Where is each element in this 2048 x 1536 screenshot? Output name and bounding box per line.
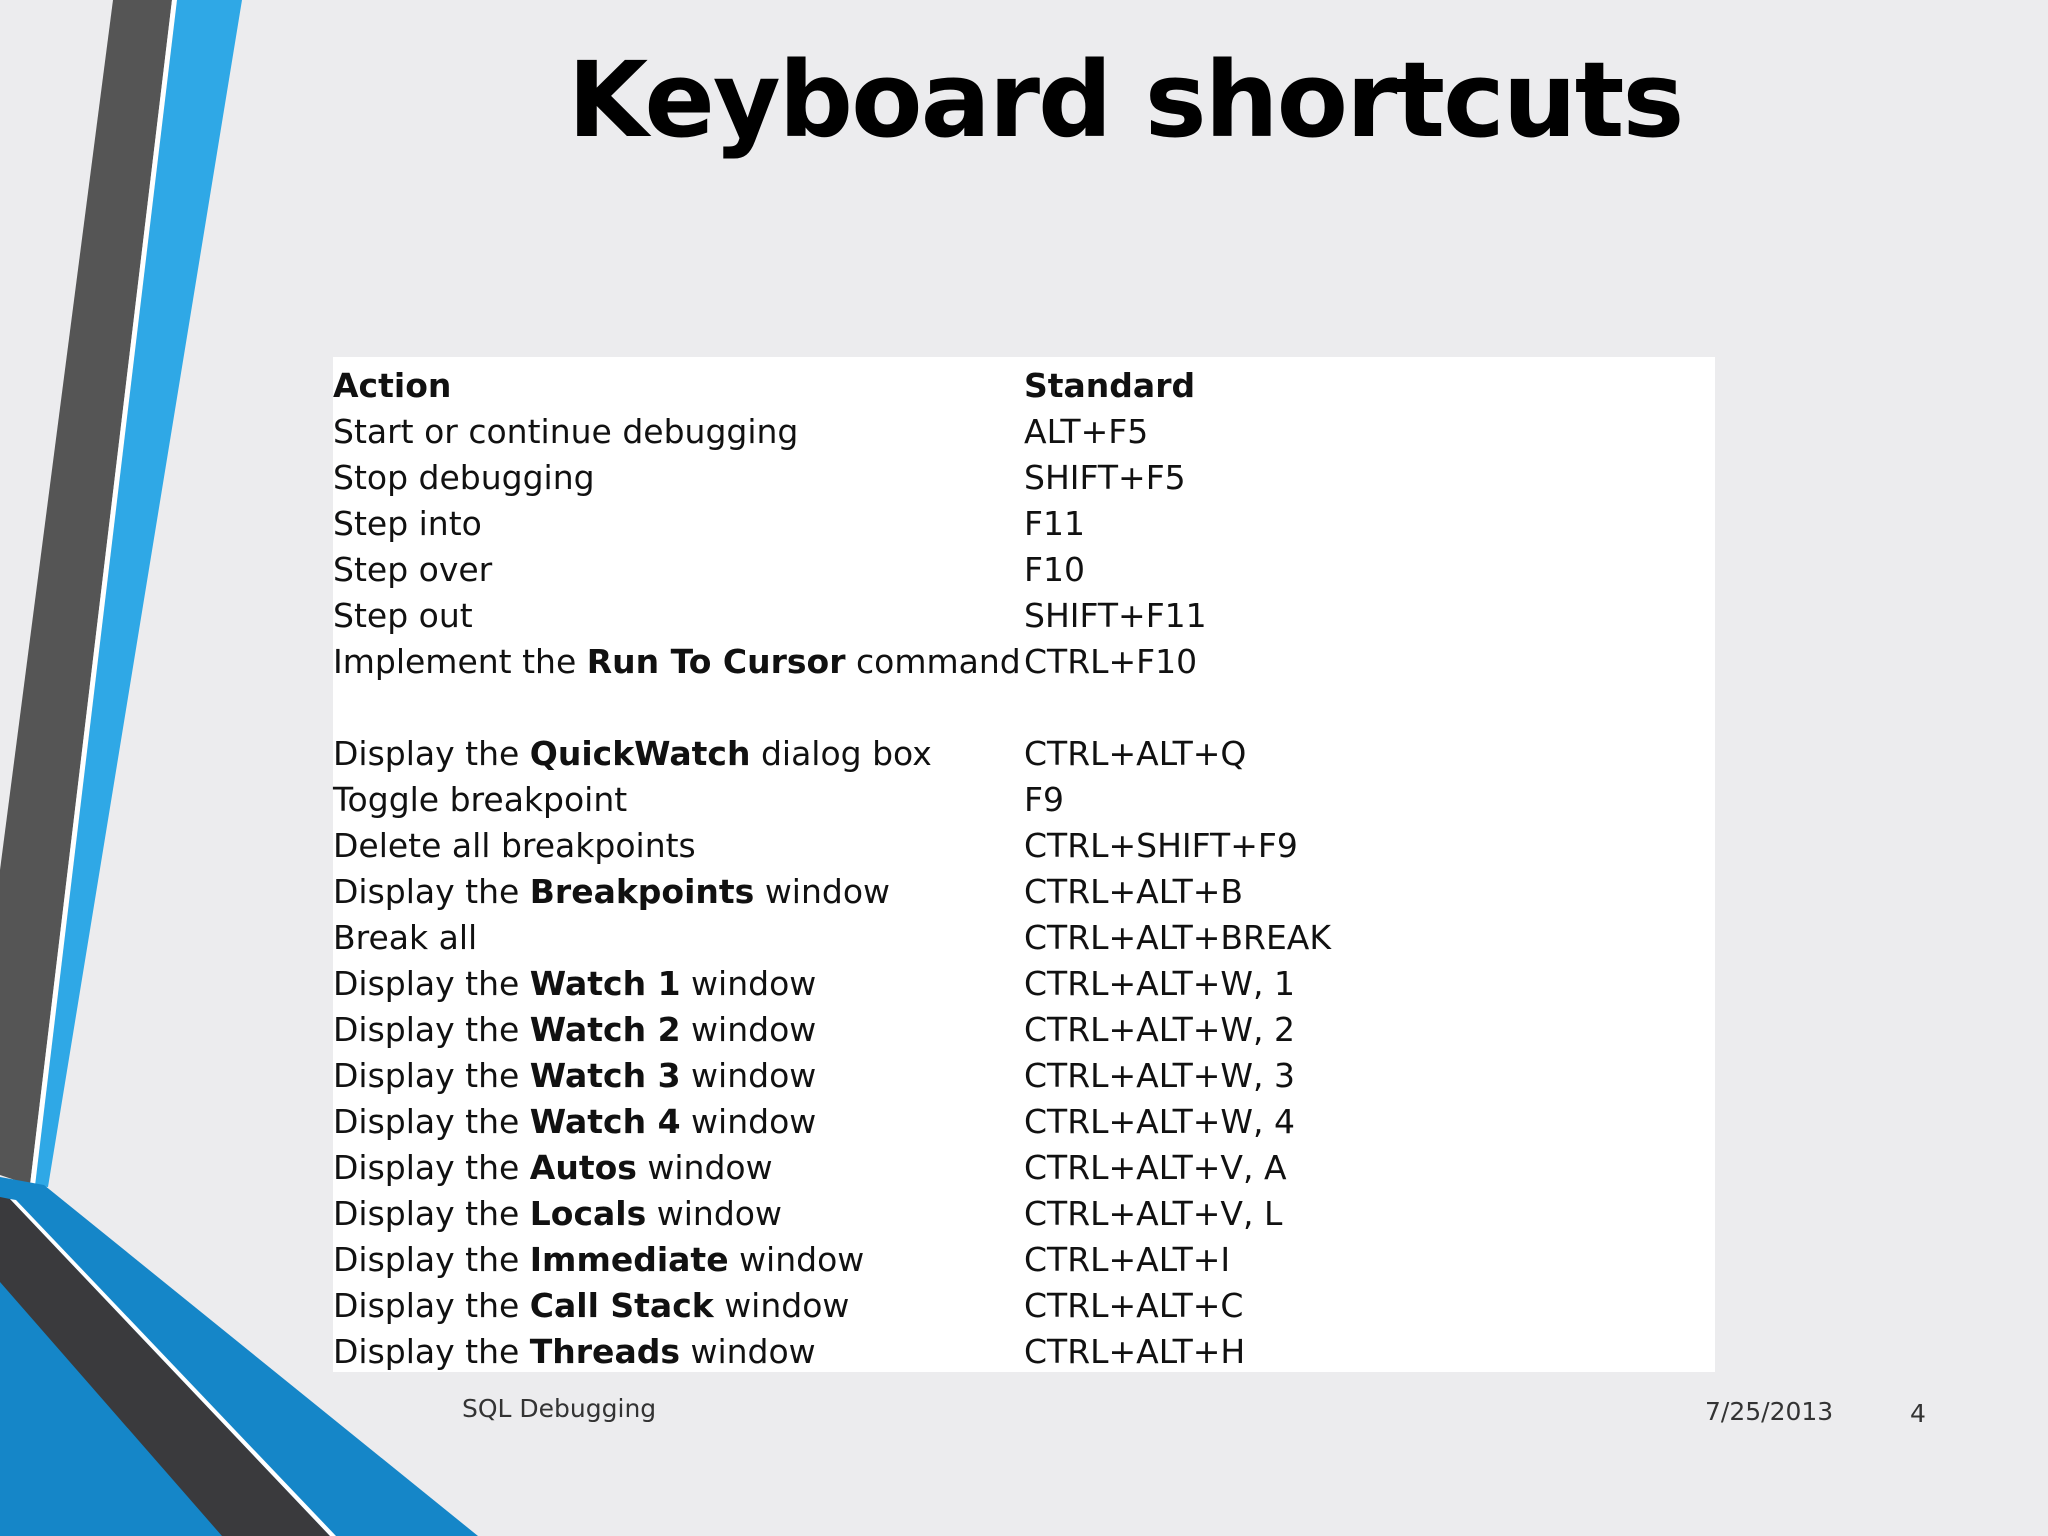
action-bold: Run To Cursor: [586, 641, 846, 681]
table-row: [333, 776, 1624, 822]
action-text: Stop debugging: [333, 457, 595, 497]
shortcut-cell: CTRL+ALT+C: [1024, 1285, 1244, 1325]
action-cell: [333, 960, 1024, 1006]
shortcut-cell: CTRL+ALT+V, L: [1024, 1193, 1283, 1233]
table-spacer-row: [333, 684, 1624, 730]
action-text: Delete all breakpoints: [333, 825, 696, 865]
table-row: [333, 1328, 1624, 1374]
action-bold: Watch 1: [529, 963, 681, 1003]
action-suffix: command: [845, 641, 1021, 681]
footer-date: 7/25/2013: [1705, 1397, 1834, 1426]
shortcut-cell: SHIFT+F11: [1024, 595, 1207, 635]
table-row: [333, 592, 1624, 638]
action-text: Step over: [333, 549, 493, 589]
shortcuts-table-box: [333, 357, 1715, 1372]
action-cell: [333, 408, 1024, 454]
header-standard: Standard: [1024, 365, 1196, 405]
action-suffix: window: [680, 1009, 817, 1049]
shortcut-cell: CTRL+ALT+W, 4: [1024, 1101, 1295, 1141]
action-suffix: window: [754, 871, 891, 911]
shortcut-cell: CTRL+ALT+V, A: [1024, 1147, 1287, 1187]
shortcut-cell: F9: [1024, 779, 1064, 819]
table-row: [333, 1052, 1624, 1098]
table-row: [333, 638, 1624, 684]
shortcuts-table: [333, 362, 1624, 1374]
action-text: Break all: [333, 917, 478, 957]
table-row: [333, 1006, 1624, 1052]
table-row: [333, 454, 1624, 500]
action-suffix: window: [679, 1331, 816, 1371]
footer-title: SQL Debugging: [462, 1394, 657, 1423]
action-suffix: window: [728, 1239, 865, 1279]
action-text: Implement the: [333, 641, 587, 681]
action-text: Display the: [333, 963, 530, 1003]
action-bold: Locals: [529, 1193, 647, 1233]
action-cell: [333, 914, 1024, 960]
table-row: [333, 914, 1624, 960]
action-bold: Watch 4: [529, 1101, 681, 1141]
table-row: [333, 1190, 1624, 1236]
action-text: Display the: [333, 1009, 530, 1049]
table-row: [333, 1144, 1624, 1190]
action-text: Display the: [333, 1055, 530, 1095]
action-text: Display the: [333, 1101, 530, 1141]
action-cell: [333, 1190, 1024, 1236]
table-row: [333, 1282, 1624, 1328]
action-text: Display the: [333, 1285, 530, 1325]
action-suffix: window: [636, 1147, 773, 1187]
action-cell: [333, 1236, 1024, 1282]
action-suffix: window: [680, 963, 817, 1003]
shortcuts-table-body: [333, 408, 1624, 1374]
action-cell: [333, 868, 1024, 914]
table-row: [333, 500, 1624, 546]
header-action: Action: [333, 365, 452, 405]
action-text: Display the: [333, 1331, 530, 1371]
footer-page-number: 4: [1910, 1399, 1926, 1428]
action-cell: [333, 822, 1024, 868]
action-text: Display the: [333, 1147, 530, 1187]
table-row: [333, 730, 1624, 776]
action-cell: [333, 776, 1024, 822]
action-cell: [333, 1144, 1024, 1190]
action-text: Display the: [333, 871, 530, 911]
slide-title: Keyboard shortcuts: [567, 39, 1683, 161]
action-suffix: window: [680, 1055, 817, 1095]
action-text: Step out: [333, 595, 473, 635]
action-text: Display the: [333, 1193, 530, 1233]
shortcut-cell: CTRL+ALT+BREAK: [1024, 917, 1332, 957]
action-cell: [333, 638, 1024, 684]
shortcut-cell: CTRL+ALT+W, 2: [1024, 1009, 1295, 1049]
action-suffix: window: [646, 1193, 782, 1233]
action-text: Display the: [333, 1239, 530, 1279]
action-bold: Autos: [529, 1147, 637, 1187]
action-bold: Watch 3: [529, 1055, 681, 1095]
action-cell: [333, 592, 1024, 638]
table-row: [333, 822, 1624, 868]
shortcut-cell: CTRL+ALT+I: [1024, 1239, 1231, 1279]
action-cell: [333, 1098, 1024, 1144]
action-cell: [333, 1006, 1024, 1052]
action-cell: [333, 454, 1024, 500]
action-suffix: dialog box: [750, 733, 932, 773]
shortcut-cell: CTRL+ALT+B: [1024, 871, 1244, 911]
table-row: [333, 408, 1624, 454]
shortcut-cell: CTRL+ALT+H: [1024, 1331, 1246, 1371]
shortcut-cell: CTRL+ALT+W, 1: [1024, 963, 1295, 1003]
action-cell: [333, 1052, 1024, 1098]
action-bold: Breakpoints: [529, 871, 755, 911]
shortcut-cell: CTRL+ALT+W, 3: [1024, 1055, 1295, 1095]
dark-gray-stripe: [0, 0, 172, 1185]
table-header-row: [333, 362, 1624, 408]
table-row: [333, 1098, 1624, 1144]
table-row: [333, 1236, 1624, 1282]
action-cell: [333, 1282, 1024, 1328]
action-text: Step into: [333, 503, 482, 543]
action-bold: Watch 2: [529, 1009, 681, 1049]
shortcut-cell: CTRL+SHIFT+F9: [1024, 825, 1298, 865]
shortcut-cell: F10: [1024, 549, 1085, 589]
action-bold: Call Stack: [529, 1285, 714, 1325]
shortcut-cell: CTRL+ALT+Q: [1024, 733, 1247, 773]
shortcut-cell: ALT+F5: [1024, 411, 1149, 451]
shortcut-cell: F11: [1024, 503, 1085, 543]
action-bold: QuickWatch: [529, 733, 751, 773]
table-row: [333, 546, 1624, 592]
table-row: [333, 960, 1624, 1006]
action-text: Display the: [333, 733, 530, 773]
action-text: Start or continue debugging: [333, 411, 799, 451]
action-text: Toggle breakpoint: [333, 779, 628, 819]
table-row: [333, 868, 1624, 914]
shortcut-cell: SHIFT+F5: [1024, 457, 1186, 497]
action-suffix: window: [713, 1285, 850, 1325]
action-cell: [333, 500, 1024, 546]
action-suffix: window: [680, 1101, 817, 1141]
action-cell: [333, 1328, 1024, 1374]
action-bold: Immediate: [529, 1239, 729, 1279]
action-bold: Threads: [529, 1331, 680, 1371]
action-cell: [333, 730, 1024, 776]
action-cell: [333, 546, 1024, 592]
shortcut-cell: CTRL+F10: [1024, 641, 1198, 681]
